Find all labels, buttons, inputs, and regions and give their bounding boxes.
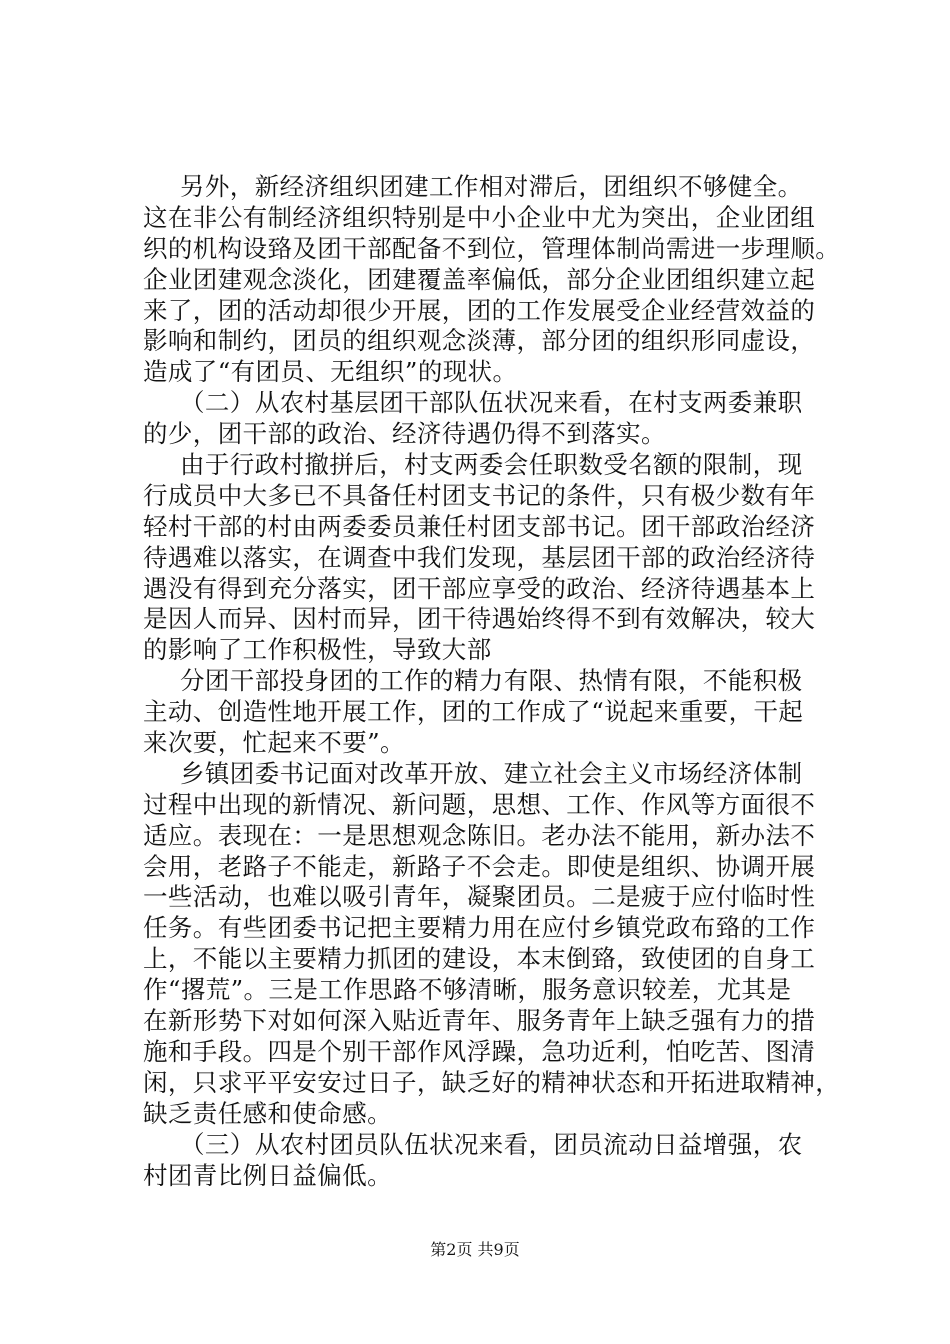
text-line: 在新形势下对如何深入贴近青年、服务青年上缺乏强有力的措 xyxy=(143,1006,816,1036)
text-line: 一些活动，也难以吸引青年，凝聚团员。二是疲于应付临时性 xyxy=(143,882,816,912)
text-line: 作“撂荒”。三是工作思路不够清晰，服务意识较差，尤其是 xyxy=(143,975,792,1005)
text-line: 任务。有些团委书记把主要精力用在应付乡镇党政布臵的工作 xyxy=(143,913,816,943)
text-line: 由于行政村撤拼后，村支两委会任职数受名额的限制，现 xyxy=(180,450,803,480)
text-line: 分团干部投身团的工作的精力有限、热情有限，不能积极 xyxy=(180,666,803,696)
page-footer: 第2页 共9页 xyxy=(430,1240,520,1259)
text-line: 村团青比例日益偏低。 xyxy=(143,1160,392,1190)
text-line: 影响和制约，团员的组织观念淡薄，部分团的组织形同虚设， xyxy=(143,326,816,356)
text-line: 是因人而异、因村而异，团干待遇始终得不到有效解决，较大 xyxy=(143,604,816,634)
text-line: 来次要，忙起来不要”。 xyxy=(143,728,405,758)
text-line: 施和手段。四是个别干部作风浮躁，急功近利，怕吃苦、图清 xyxy=(143,1036,816,1066)
text-line: 适应。表现在：一是思想观念陈旧。老办法不能用，新办法不 xyxy=(143,820,816,850)
text-line: 企业团建观念淡化，团建覆盖率偏低，部分企业团组织建立起 xyxy=(143,264,816,294)
text-line: 乡镇团委书记面对改革开放、建立社会主义市场经济体制 xyxy=(180,758,803,788)
text-line: 这在非公有制经济组织特别是中小企业中尤为突出，企业团组 xyxy=(143,202,816,232)
document-body xyxy=(143,172,841,1191)
text-line: （三）从农村团员队伍状况来看，团员流动日益增强，农 xyxy=(180,1129,803,1159)
text-line: 行成员中大多已不具备任村团支书记的条件，只有极少数有年 xyxy=(143,480,816,510)
text-line: 另外，新经济组织团建工作相对滞后，团组织不够健全。 xyxy=(180,172,803,201)
text-line: 过程中出现的新情况、新问题，思想、工作、作风等方面很不 xyxy=(143,789,816,819)
text-line: 造成了“有团员、无组织”的现状。 xyxy=(143,357,518,387)
text-line: 的少，团干部的政治、经济待遇仍得不到落实。 xyxy=(143,419,666,449)
text-line: 遇没有得到充分落实，团干部应享受的政治、经济待遇基本上 xyxy=(143,573,816,603)
text-line: 待遇难以落实，在调查中我们发现，基层团干部的政治经济待 xyxy=(143,542,816,572)
text-line: 的影响了工作积极性，导致大部 xyxy=(143,635,492,665)
text-line: 轻村干部的村由两委委员兼任村团支部书记。团干部政治经济 xyxy=(143,511,816,541)
text-line: 缺乏责任感和使命感。 xyxy=(143,1098,392,1128)
text-line: 主动、创造性地开展工作，团的工作成了“说起来重要，干起 xyxy=(143,697,804,727)
text-line: 闲，只求平平安安过日子，缺乏好的精神状态和开拓进取精神， xyxy=(143,1067,841,1097)
text-line: （二）从农村基层团干部队伍状况来看，在村支两委兼职 xyxy=(180,388,803,418)
text-line: 上，不能以主要精力抓团的建设，本末倒臵，致使团的自身工 xyxy=(143,944,816,974)
text-line: 来了，团的活动却很少开展，团的工作发展受企业经营效益的 xyxy=(143,295,816,325)
text-line: 会用，老路子不能走，新路子不会走。即使是组织、协调开展 xyxy=(143,851,816,881)
text-line: 织的机构设臵及团干部配备不到位，管理体制尚需进一步理顺。 xyxy=(143,233,841,263)
